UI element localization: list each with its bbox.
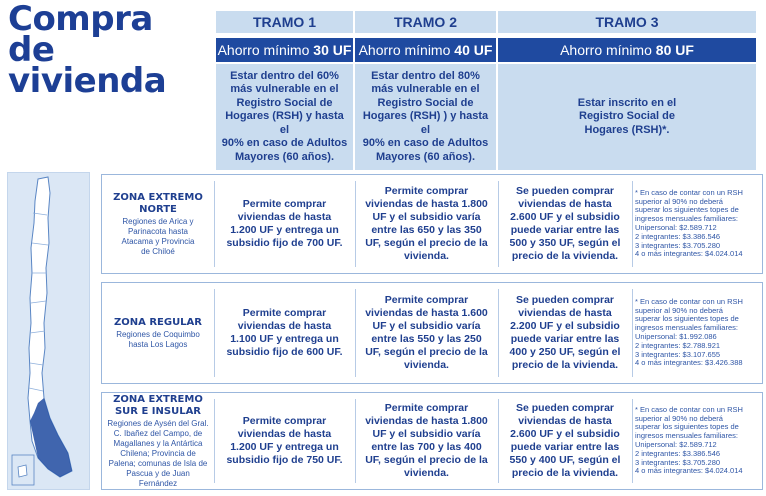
tramo-3-cell: [498, 393, 632, 489]
zona-cell: [102, 393, 214, 489]
nota-line: Unipersonal: $2.589.712: [635, 223, 717, 232]
req-line: más vulnerable en el: [371, 83, 480, 96]
region-line: Regiones de Coquimbo: [116, 329, 200, 339]
region-line: Chilena; Provincia de: [120, 448, 196, 458]
zona-name: NORTE: [139, 203, 177, 215]
tramo-2-header: TRAMO 2: [355, 11, 496, 33]
cell-line: vivienda.: [404, 250, 449, 262]
tramo-2-cell: [355, 283, 498, 383]
nota-line: superar los siguientes topes de: [635, 422, 739, 432]
region-line: Pascua y de Juan Fernández: [126, 468, 190, 488]
nota-line: Unipersonal: $1.992.086: [635, 332, 717, 341]
region-line: de Chiloé: [141, 246, 175, 256]
nota-line: ingresos mensuales familiares:: [635, 323, 738, 333]
cell-line: puede variar entre las: [510, 441, 620, 453]
nota-cell: [632, 283, 762, 383]
req-line: Registro Social de: [236, 96, 333, 109]
cell-line: Permite comprar: [384, 185, 469, 197]
req-line: Estar inscrito en el: [577, 96, 677, 109]
cell-line: UF, según el precio de la: [365, 454, 488, 466]
req-line: 90% en caso de Adultos: [362, 137, 489, 150]
zona-cell: [102, 175, 214, 273]
req-line: Hogares (RSH) ) y hasta el: [362, 110, 489, 136]
tramo-1-cell: [214, 283, 355, 383]
nota-line: superar los siguientes topes de: [635, 205, 739, 215]
nota-line: 3 integrantes: $3.107.655: [635, 349, 721, 359]
cell-line: 1.200 UF y entrega un: [230, 441, 339, 453]
cell-line: viviendas de hasta: [518, 415, 612, 427]
tramo-3-ahorro: [498, 38, 756, 62]
req-line: Registro Social de: [377, 96, 474, 109]
ahorro-value: 30 UF: [313, 42, 352, 58]
tramo-3-requisito: [498, 64, 756, 170]
req-line: Hogares (RSH) y hasta el: [225, 110, 344, 136]
zona-regiones: [122, 217, 195, 257]
cell-line: Permite comprar: [242, 307, 327, 319]
ahorro-label: Ahorro mínimo: [358, 42, 455, 58]
nota-line: 4 o más integrantes: $3.426.388: [635, 358, 743, 368]
cell-line: Permite comprar: [242, 415, 327, 427]
cell-line: 1.200 UF y entrega un: [230, 224, 339, 236]
region-line: Magallanes y la Antártica: [113, 438, 203, 448]
cell-line: UF, según el precio de la: [365, 237, 488, 249]
cell-line: entre las 700 y las 400: [371, 441, 482, 453]
nota-line: * En caso de contar con un RSH: [635, 404, 743, 414]
cell-line: vivienda.: [404, 359, 449, 371]
req-line: Mayores (60 años).: [234, 150, 335, 163]
req-line: Mayores (60 años).: [375, 150, 476, 163]
nota-line: ingresos mensuales familiares:: [635, 431, 738, 441]
nota-line: 3 integrantes: $3.705.280: [635, 457, 721, 467]
nota-line: 4 o más integrantes: $4.024.014: [635, 249, 743, 259]
nota-line: superior al 90% no deberá: [635, 196, 723, 206]
zona-row-sur: [101, 392, 763, 490]
cell-line: precio de la vivienda.: [511, 250, 619, 262]
cell-line: 550 y 400 UF, según el: [509, 454, 621, 466]
tramo-1-requisito: [216, 64, 353, 170]
cell-line: Se pueden comprar: [515, 185, 615, 197]
zona-row-regular: [101, 282, 763, 384]
cell-line: 1.100 UF y entrega un: [230, 333, 339, 345]
cell-line: precio de la vivienda.: [511, 467, 619, 479]
region-line: Parinacota hasta: [127, 226, 189, 236]
page-title: [8, 0, 208, 101]
zona-name: SUR E INSULAR: [114, 405, 202, 417]
title-line: Compra: [8, 0, 153, 39]
tramo-2-cell: [355, 393, 498, 489]
cell-line: subsidio fijo de 750 UF.: [226, 454, 343, 466]
cell-line: UF, según el precio de la: [365, 346, 488, 358]
tramo-3-cell: [498, 175, 632, 273]
cell-line: 500 y 350 UF, según el: [509, 237, 621, 249]
ahorro-value: 40 UF: [454, 42, 493, 58]
ahorro-value: 80 UF: [655, 42, 694, 58]
cell-line: puede variar entre las: [510, 224, 620, 236]
tramo-3-cell: [498, 283, 632, 383]
tramo-2-cell: [355, 175, 498, 273]
nota-line: 2 integrantes: $3.386.546: [635, 448, 721, 458]
nota-line: 2 integrantes: $3.386.546: [635, 231, 721, 241]
zona-name: ZONA EXTREMO: [113, 393, 203, 405]
tramo-2-ahorro: [355, 38, 496, 62]
tramo-2-requisito: [355, 64, 496, 170]
cell-line: viviendas de hasta: [237, 428, 332, 440]
ahorro-label: Ahorro mínimo: [560, 42, 656, 58]
tramo-1-header: TRAMO 1: [216, 11, 353, 33]
cell-line: Permite comprar: [384, 402, 469, 414]
title-line: vivienda: [8, 61, 167, 101]
tramo-1-cell: [214, 393, 355, 489]
zona-regiones: [116, 330, 200, 350]
cell-line: subsidio fijo de 700 UF.: [226, 237, 343, 249]
req-line: 90% en caso de Adultos: [221, 137, 348, 150]
nota-line: * En caso de contar con un RSH: [635, 296, 743, 306]
nota-line: ingresos mensuales familiares:: [635, 214, 738, 224]
chile-map-icon: [8, 173, 89, 489]
cell-line: Permite comprar: [242, 198, 327, 210]
region-line: Regiones de Aysén del Gral.: [107, 418, 209, 428]
cell-line: puede variar entre las: [510, 333, 620, 345]
cell-line: Se pueden comprar: [515, 294, 615, 306]
cell-line: UF y el subsidio varía: [372, 320, 481, 332]
cell-line: viviendas de hasta: [237, 320, 332, 332]
nota-line: superior al 90% no deberá: [635, 305, 723, 315]
nota-line: Unipersonal: $2.589.712: [635, 440, 717, 449]
nota-line: superar los siguientes topes de: [635, 314, 739, 324]
cell-line: entre las 550 y las 250: [371, 333, 482, 345]
nota-cell: [632, 393, 762, 489]
req-line: Estar dentro del 60%: [230, 69, 339, 82]
cell-line: viviendas de hasta: [237, 211, 332, 223]
req-line: Hogares (RSH)*.: [584, 123, 670, 136]
zona-cell: [102, 283, 214, 383]
tramo-1-ahorro: [216, 38, 353, 62]
cell-line: precio de la vivienda.: [511, 359, 619, 371]
cell-line: 2.600 UF y el subsidio: [510, 211, 620, 223]
cell-line: viviendas de hasta: [518, 307, 612, 319]
cell-line: viviendas de hasta 1.800: [365, 415, 488, 427]
zona-regiones: [106, 419, 210, 489]
cell-line: 400 y 250 UF, según el: [509, 346, 621, 358]
cell-line: subsidio fijo de 600 UF.: [226, 346, 343, 358]
cell-line: 2.600 UF y el subsidio: [510, 428, 620, 440]
region-line: Atacama y Provincia: [121, 236, 195, 246]
tramo-3-header: TRAMO 3: [498, 11, 756, 33]
region-line: C. Ibañez del Campo, de: [113, 428, 203, 438]
cell-line: viviendas de hasta: [518, 198, 612, 210]
cell-line: viviendas de hasta 1.800: [365, 198, 488, 210]
nota-line: 2 integrantes: $2.788.921: [635, 340, 721, 350]
zona-name: ZONA REGULAR: [113, 316, 202, 328]
title-line: de: [8, 30, 55, 70]
cell-line: 2.200 UF y el subsidio: [510, 320, 620, 332]
tramo-1-cell: [214, 175, 355, 273]
cell-line: entre las 650 y las 350: [371, 224, 482, 236]
region-line: Palena; comunas de Isla de: [108, 458, 208, 468]
nota-line: * En caso de contar con un RSH: [635, 187, 743, 197]
req-line: Registro Social de: [579, 110, 675, 123]
req-line: más vulnerable en el: [230, 83, 339, 96]
zona-row-norte: [101, 174, 763, 274]
nota-line: 4 o más integrantes: $4.024.014: [635, 466, 743, 476]
region-line: Regiones de Arica y: [122, 216, 194, 226]
cell-line: viviendas de hasta 1.600: [365, 307, 488, 319]
nota-line: 3 integrantes: $3.705.280: [635, 240, 721, 250]
req-line: Estar dentro del 80%: [371, 69, 480, 82]
cell-line: Permite comprar: [384, 294, 469, 306]
cell-line: UF y el subsidio varía: [372, 211, 481, 223]
zona-name: ZONA EXTREMO: [113, 191, 203, 203]
nota-line: superior al 90% no deberá: [635, 413, 723, 423]
ahorro-label: Ahorro mínimo: [217, 42, 314, 58]
cell-line: UF y el subsidio varía: [372, 428, 481, 440]
cell-line: Se pueden comprar: [515, 402, 615, 414]
region-line: hasta Los Lagos: [128, 339, 188, 349]
nota-cell: [632, 175, 762, 273]
chile-map: [7, 172, 90, 490]
cell-line: vivienda.: [404, 467, 449, 479]
